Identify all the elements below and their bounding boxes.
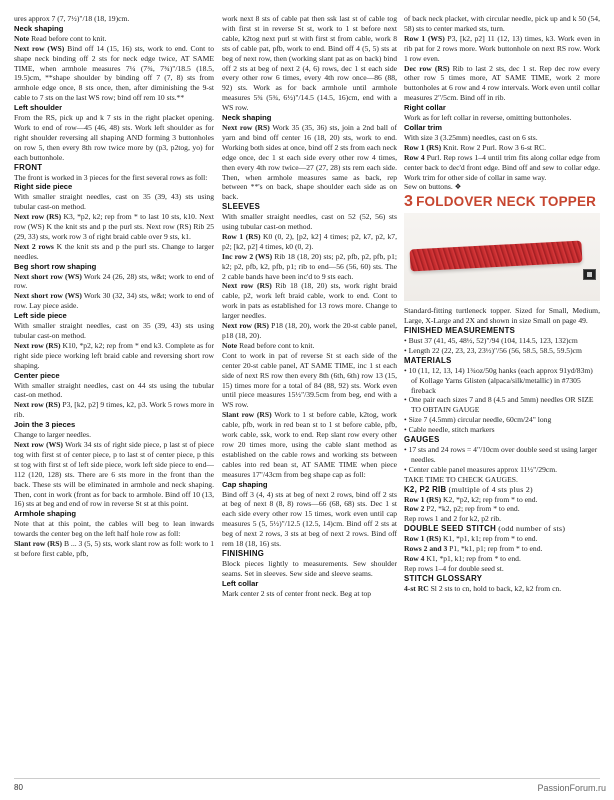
paragraph: Row 1 (WS) P3, [k2, p2] 11 (12, 13) times, k3. Work even in rib pat for 2 rows more. Work buttonhole on next RS row. Work 1 row even.: [404, 33, 600, 63]
paragraph: TAKE TIME TO CHECK GAUGES.: [404, 474, 518, 484]
subheading: Right collar: [404, 103, 446, 113]
column-right: [404, 14, 600, 780]
subheading: Armhole shaping: [14, 509, 77, 519]
paragraph: Row 4 K1, *p1, k1; rep from * to end.: [404, 553, 521, 563]
paragraph: Mark center 2 sts of center front neck. Beg at top: [222, 588, 372, 598]
knit-swatch-image: [410, 241, 583, 272]
paragraph: Note Read before cont to knit.: [14, 33, 107, 43]
column-left: [14, 14, 214, 780]
paragraph: Slant row (RS) B ... 3 (5, 5) sts, work slant row as foll: work to 1 st before first cable, pfb,: [14, 539, 214, 558]
paragraph: Standard-fitting turtleneck topper. Sized for Small, Medium, Large, X-Large and 2X and shown in size Small on page 49.: [404, 306, 600, 326]
section-heading: FRONT: [14, 162, 43, 172]
paragraph: With size 3 (3.25mm) needles, cast on 6 sts.: [404, 132, 538, 142]
paragraph: Next row (RS) P3, [k2, p2] 9 times, k2, p3. Work 5 rows more in rib.: [14, 400, 214, 420]
subheading: Right side piece: [14, 182, 73, 192]
bullet-list: [404, 445, 600, 475]
footer-rule: [14, 778, 600, 779]
subheading: Cap shaping: [222, 479, 268, 489]
column-right-bottom: [404, 306, 600, 593]
subheading: Collar trim: [404, 122, 442, 132]
list-item: • 10 (11, 12, 13, 14) 1¾oz/50g hanks (each approx 91yd/83m) of Kollage Yarns Glisten (alpaca/silk/metallic) in #7305 fireback: [404, 366, 600, 396]
subheading: Neck shaping: [222, 113, 272, 123]
paragraph: Block pieces lightly to measurements. Sew shoulder seams. Set in sleeves. Sew side and sleeve seams.: [222, 558, 397, 578]
paragraph: With smaller straight needles, cast on 35 (39, 43) sts using tubular cast-on method.: [14, 321, 214, 340]
paragraph: Note Read before cont to knit.: [222, 340, 315, 350]
subheading: Beg short row shaping: [14, 261, 97, 271]
paragraph: The front is worked in 3 pieces for the first several rows as foll:: [14, 172, 208, 182]
paragraph: Inc row 2 (WS) Rib 18 (18, 20) sts; p2, pfb, p2, pfb, p1; k2; p2, pfb, k2, pfb, p1; rib to end—56 (56, 60) sts. The 2 cable bands have been inc'd to 9 sts each.: [222, 251, 397, 281]
subheading: Left collar: [222, 578, 259, 588]
bullet-list: [404, 336, 600, 356]
paragraph: Row 1 (RS) K0 (0, 2), [p2, k2] 4 times; p2, k7, p2, k7, p2; [k2, p2] 4 times, k0 (0, 2).: [222, 231, 397, 251]
paragraph: Next 2 rows K the knit sts and p the purl sts. Change to larger needles.: [14, 241, 214, 261]
page-number: 80: [14, 783, 23, 792]
column-middle: [222, 14, 397, 780]
list-item: • Length 22 (22, 23, 23, 23½)"/56 (56, 58.5, 58.5, 59.5)cm: [404, 346, 600, 356]
pattern-title-text: FOLDOVER NECK TOPPER: [416, 194, 597, 210]
paragraph: Next row (RS) P18 (18, 20), work the 20-st cable panel, p18 (18, 20).: [222, 321, 397, 340]
section-heading: FINISHED MEASUREMENTS: [404, 326, 516, 336]
paragraph: Next row (RS) Work 35 (35, 36) sts, join a 2nd ball of yarn and bind off center 16 (18, 20) sts, work to end. Working both sides at once, bind off 2 sts from each neck edge once, dec 1 st each side every other row 4 times, then every 4th row twice—27 (27, 28) sts rem each side. Then, when armhole measures same as back, rep between **'s on back, shape shoulder each side as on back.: [222, 122, 397, 202]
paragraph: Work as for left collar in reverse, omitting buttonholes.: [404, 113, 572, 123]
photo-tag-icon: [583, 269, 596, 280]
paragraph: From the RS, pick up and k 7 sts in the right placket opening. Work to end of row—45 (46, 48) sts. Work left shoulder as for right shoulder reversing all shaping AND forming 3 buttonholes on row 5, then every 8th row twice more by (p3, p2tog, yo) for each buttonhole.: [14, 113, 214, 162]
section-heading: STITCH GLOSSARY: [404, 573, 483, 583]
paragraph: Next row (WS) Bind off 14 (15, 16) sts, work to end. Cont to shape neck binding off 2 sts for neck edge twice, AT SAME TIME, when armhole measures 7¼ (7¾, 7¾)"/18.5 (18.5, 19.5)cm, **shape shoulder by binding off 7 (7, 8) sts from armhole edge once, 8 sts once, then, after diminishing the 9-st cable to 7 sts on the last WS row; bind off rem 10 sts.**: [14, 43, 214, 103]
paragraph: With smaller straight needles, cast on 44 sts using the tubular cast-on method.: [14, 380, 214, 400]
paragraph: Next short row (WS) Work 24 (26, 28) sts, w&t; work to end of row.: [14, 271, 214, 291]
list-item: • One pair each sizes 7 and 8 (4.5 and 5mm) needles OR SIZE TO OBTAIN GAUGE: [404, 395, 600, 415]
paragraph: Row 4 Purl. Rep rows 1–4 until trim fits along collar edge from center back to dec'd front edge. Bind off and sew to collar edge. Work trim for other side of collar in same way.: [404, 152, 600, 182]
subheading: Join the 3 pieces: [14, 420, 76, 430]
paragraph: Row 1 (RS) K2, *p2, k2; rep from * to end.: [404, 494, 538, 504]
subheading: Left side piece: [14, 311, 67, 321]
subheading: Center piece: [14, 370, 60, 380]
paragraph: work next 8 sts of cable pat then ssk last st of cable tog with first st in reverse St st, work to 1 st before next cable, k2tog next purl st with first st from cable, work 8 sts of cable pat, pfb, work to end. Bind off 4 (5, 5) sts at beg of next row, then (working slant pat as on back) bind off 2 sts at beg of next 2 (4, 6) rows, dec 1 st each side every other row 6 times, every 4th row once—86 (88, 92) sts. Work as for back armhole until armhole measures 5¾ (5¾, 6½)"/14.5 (14.5, 16)cm, end with a WS row.: [222, 14, 397, 113]
section-heading: K2, P2 RIB (multiple of 4 sts plus 2): [404, 484, 533, 494]
paragraph: Rows 2 and 3 P1, *k1, p1; rep from * to end.: [404, 544, 543, 554]
pattern-title: [404, 194, 600, 209]
paragraph: Rep rows 1 and 2 for k2, p2 rib.: [404, 514, 502, 524]
paragraph: of back neck placket, with circular needle, pick up and k 50 (54, 58) sts to center marked sts, turn.: [404, 14, 600, 33]
paragraph: Next row (RS) Rib 18 (18, 20) sts, work right braid cable, p2, work left braid cable, work to end. Cont to work in pats as established for 13 rows more. Change to larger needles.: [222, 281, 397, 321]
subheading: Neck shaping: [14, 23, 64, 33]
paragraph: Rep rows 1–4 for double seed st.: [404, 563, 504, 573]
pattern-number: 3: [404, 193, 414, 211]
paragraph: Next row (RS) K3, *p2, k2; rep from * to last 10 sts, k10. Next row (WS) K the knit sts and p the purl sts. Next row (RS) Rib 25 (29, 33) sts, work row 3 of right braid cable over 9 sts, k1.: [14, 212, 214, 241]
subheading: Left shoulder: [14, 103, 63, 113]
paragraph: Next row (RS) K10, *p2, k2; rep from * end k3. Complete as for right side piece working left braid cable and reversing short row shaping.: [14, 340, 214, 370]
paragraph: Note that at this point, the cables will beg to lean inwards towards the center beg on the left half hole row as foll:: [14, 519, 214, 539]
section-heading: MATERIALS: [404, 355, 452, 365]
product-photo: [404, 213, 600, 301]
paragraph: 4-st RC Sl 2 sts to cn, hold to back, k2, k2 from cn.: [404, 583, 562, 593]
section-heading: DOUBLE SEED STITCH (odd number of sts): [404, 524, 566, 534]
list-item: • Bust 37 (41, 45, 48½, 52)"/94 (104, 114.5, 123, 132)cm: [404, 336, 600, 346]
paragraph: Slant row (RS) Work to 1 st before cable, k2tog, work cable, pfb, work in red bean st to 1 st before cable, pfb, work cable, ssk, work to end. Rep slant row every other row 20 times more, using the cable slant method as established on the cable rows and working sts between cables into red bean st, AT SAME TIME when piece measures 17"/43cm from beg shape cap as foll:: [222, 410, 397, 479]
paragraph: Next row (WS) Work 34 sts of right side piece, p last st of piece tog with first st of center piece, p to last st of center piece, p this st tog with first st of left side piece, work left side piece to end—112 (120, 128) sts. There are 6 sts more in the front than the back. These sts will be eliminated in armhole and neck shaping. Then, cont in work (front as for back to armhole. Bind off 10 (13, 16) sts at beg and end of row in reverse St st at this point.: [14, 439, 214, 509]
paragraph: ures approx 7 (7, 7½)"/18 (18, 19)cm.: [14, 14, 130, 23]
list-item: • Cable needle, stitch markers: [404, 425, 600, 435]
bullet-list: [404, 366, 600, 435]
column-right-top: [404, 14, 600, 192]
paragraph: Row 2 P2, *k2, p2; rep from * to end.: [404, 504, 520, 514]
paragraph: With smaller straight needles, cast on 52 (52, 56) sts using tubular cast-on method.: [222, 212, 397, 232]
paragraph: Row 1 (RS) K1, *p1, k1; rep from * to end.: [404, 534, 538, 544]
paragraph: Dec row (RS) Rib to last 2 sts, dec 1 st. Rep dec row every other row 5 times more, AT SAME TIME, work 2 more buttonholes at 6 row and 4 row intervals. Work even until collar measures 2"/5cm. Bind off in rib.: [404, 63, 600, 103]
paragraph: Sew on buttons. ❖: [404, 182, 462, 192]
section-heading: SLEEVES: [222, 202, 261, 212]
watermark: PassionForum.ru: [537, 783, 606, 793]
paragraph: With smaller straight needles, cast on 35 (39, 43) sts using tubular cast-on method.: [14, 192, 214, 212]
paragraph: Bind off 3 (4, 4) sts at beg of next 2 rows, bind off 2 sts at beg of next 8 (8, 8) rows—66 (68, 68) sts. Dec 1 st each side every other row 15 times, work even until cap measures 5 (5, 5½)"/12.5 (12.5, 14)cm. Bind off 2 sts at beg of next 2 rows, 3 sts at beg of next 2 rows. Bind off rem 18 (18, 16) sts.: [222, 489, 397, 549]
list-item: • Size 7 (4.5mm) circular needle, 60cm/24" long: [404, 415, 600, 425]
paragraph: Row 1 (RS) Knit. Row 2 Purl. Row 3 6-st RC.: [404, 142, 546, 152]
paragraph: Cont to work in pat of reverse St st each side of the center 20-st cable panel, AT SAME TIME, inc 1 st each side of next RS row then every 8th (6th, 6th) row 13 (15, 15) times more for a total of 84 (88, 92) sts. Work even until piece measures 15½"/39.5cm from beg, end with a WS row.: [222, 350, 397, 410]
list-item: • Center cable panel measures approx 11½"/29cm.: [404, 465, 600, 475]
list-item: • 17 sts and 24 rows = 4"/10cm over double seed st using larger needles.: [404, 445, 600, 465]
section-heading: GAUGES: [404, 435, 440, 445]
section-heading: FINISHING: [222, 548, 265, 558]
paragraph: Next short row (WS) Work 30 (32, 34) sts, w&t; work to end of row. Lay piece aside.: [14, 291, 214, 311]
paragraph: Change to larger needles.: [14, 430, 92, 440]
